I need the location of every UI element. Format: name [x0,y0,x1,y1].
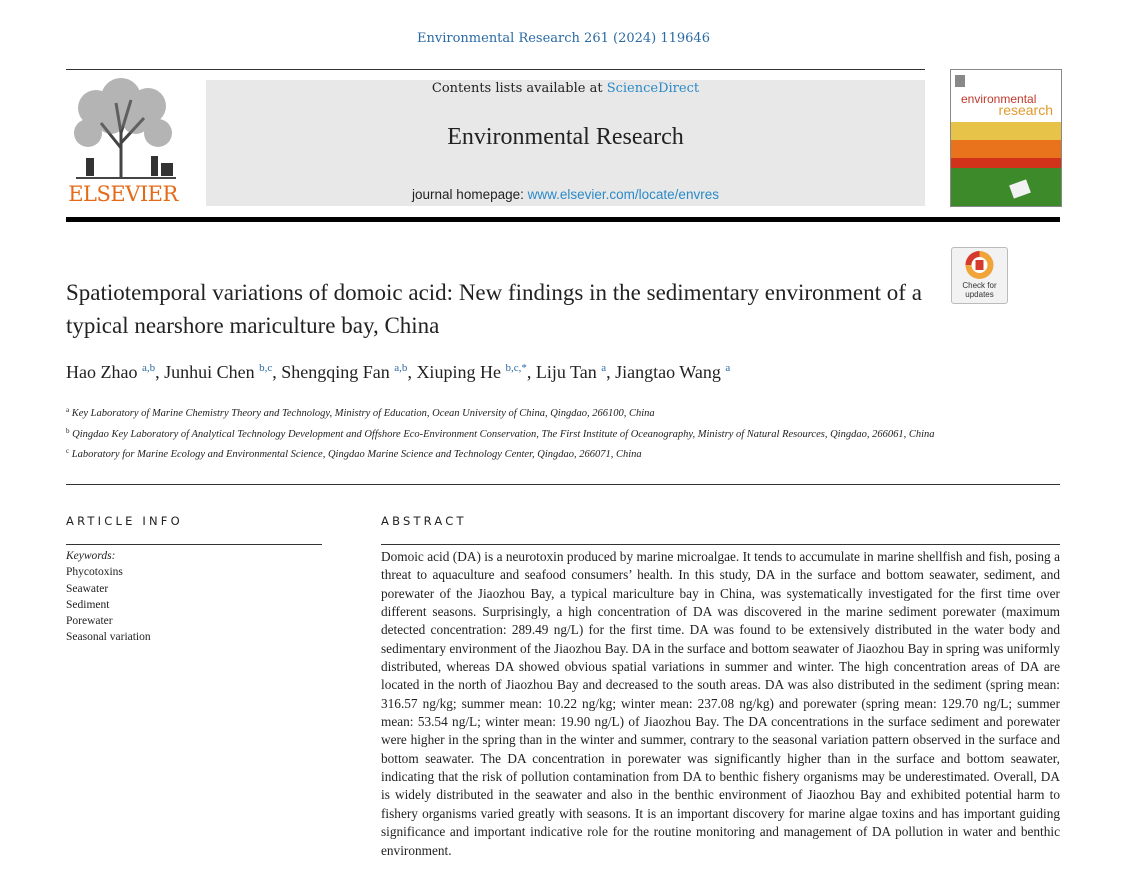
check-updates-line1: Check for [962,281,997,290]
affiliation-mark: c [66,447,70,455]
article-title: Spatiotemporal variations of domoic acid: New findings in the sedimentary environment of a typical nearshore mariculture bay, China [66,280,922,338]
affiliation-item [66,423,936,444]
author-name[interactable]: Junhui Chen [164,362,255,382]
affiliation-mark: b [66,426,70,435]
publisher-name: ELSEVIER [68,182,178,206]
sciencedirect-link[interactable]: ScienceDirect [606,81,700,96]
author-affil-sup[interactable]: a,b [141,362,156,374]
keyword-item: Porewater [66,615,113,628]
abstract-rule [381,544,1060,545]
author-name[interactable]: Jiangtao Wang [615,362,721,382]
keywords-label: Keywords: [66,550,116,562]
affiliation-text: Laboratory for Marine Ecology and Environmental Science, Qingdao Marine Science and Technology Center, Qingdao, 266071, China [71,449,642,460]
author-name[interactable]: Liju Tan [535,362,597,382]
header-thick-rule [66,217,1060,222]
cover-image-icon [951,70,1061,206]
journal-title: Environmental Research [447,124,684,150]
check-updates-label [952,281,1007,299]
author-list: Hao Zhao $^{a,b}$, Junhui Chen $^{b,c}$, Shengqing Fan $^{a,b}$, Xiuping He $^{b,c,*}$, Liju Tan $^a$, Jiangtao Wang $^a$ [66,362,731,382]
keywords-list [66,548,151,646]
section-rule [66,484,1060,485]
cover-title-line1: environmental [961,92,1037,106]
affiliation-text: Key Laboratory of Marine Chemistry Theory and Technology, Ministry of Education, Ocean University of China, Qingdao, 266100, China [71,408,655,419]
homepage-line [206,187,925,202]
affiliation-item [66,402,936,423]
keyword-item: Sediment [66,598,110,611]
header-rule [66,69,925,70]
contents-line [206,81,925,96]
keyword-item: Seawater [66,582,109,595]
check-updates-line2: updates [965,290,994,299]
author-affil-sup[interactable]: b,c,* [505,362,527,374]
author-name[interactable]: Hao Zhao [66,362,138,382]
cover-title [961,94,1053,116]
journal-banner [206,80,925,206]
affiliation-mark: a [66,406,70,414]
abstract-text: Domoic acid (DA) is a neurotoxin produced by marine microalgae. It tends to accumulate in marine shellfish and fish, posing a threat to aquaculture and seafood consumers’ health. In this study, DA in the surface and bottom seawater, sediment, and porewater of the Jiaozhou Bay, a typical mariculture bay in China, was systematically investigated for the first time over different seasons. Surprisingly, a high concentration of DA was discovered in the marine sediment porewater (maximum detected concentration: 289.49 ng/L) for the first time. DA was found to be extensively distributed in the water body and sedimentary environment of the Jiaozhou Bay. DA in the surface and bottom seawater of Jiaozhou Bay in spring was uniformly distributed, whereas DA showed obvious spatial variations in summer and winter. The high concentration areas of DA are located in the north of Jiaozhou Bay and decreased to the south areas. DA was also distributed in the sediment (spring mean: 316.57 ng/kg; summer mean: 10.22 ng/kg; winter mean: 237.08 ng/kg) and porewater (spring mean: 129.70 ng/L; summer mean: 53.54 ng/L; winter mean: 19.90 ng/L) of Jiaozhou Bay. The DA concentrations in the surface sediment and porewater were higher in the spring than in the winter and summer, contrary to the seasonal variation pattern observed in the surface and bottom seawater. The DA concentration in porewater was significantly higher than in the surface and bottom seawater, indicating that the risk of pollution contamination from DA to benthic fishery organisms may be underestimated. Overall, DA is widely distributed in the seawater and also in the benthic environment of Jiaozhou Bay and exhibited potential harm to fishery organisms varied greatly with seasons. It is an important discovery for marine algae toxins and has important guiding significance and important indicative role for the routine monitoring and management of DA pollution in water and benthic environment. [381,549,1060,858]
affiliations [66,402,936,464]
keyword-item: Phycotoxins [66,566,123,579]
article-info-heading: ARTICLE INFO [66,514,183,528]
homepage-prefix: journal homepage: [412,187,528,202]
journal-citation[interactable]: Environmental Research 261 (2024) 119646 [417,31,710,46]
check-for-updates-button[interactable] [951,247,1008,304]
author-affil-sup[interactable]: a [725,362,731,374]
tree-icon [66,78,180,182]
contents-prefix: Contents lists available at [431,81,607,96]
cover-title-line2: research [998,102,1053,118]
author-affil-sup[interactable]: b,c [259,362,273,374]
author-affil-sup[interactable]: a,b [394,362,408,374]
journal-cover[interactable] [950,69,1062,207]
author-name[interactable]: Xiuping He [416,362,501,382]
affiliation-item [66,443,936,464]
affiliation-text: Qingdao Key Laboratory of Analytical Technology Development and Offshore Eco-Environment Conservation, The First Institute of Oceanography, Ministry of Natural Resources, Qingdao, 266061, China [72,428,935,440]
homepage-link[interactable]: www.elsevier.com/locate/envres [527,187,719,202]
author-name[interactable]: Shengqing Fan [281,362,390,382]
check-updates-icon [952,248,1007,282]
article-info-rule [66,544,322,545]
author-affil-sup[interactable]: a [601,362,607,374]
abstract-heading: ABSTRACT [381,514,467,528]
keyword-item: Seasonal variation [66,631,151,644]
elsevier-logo[interactable] [66,78,180,208]
